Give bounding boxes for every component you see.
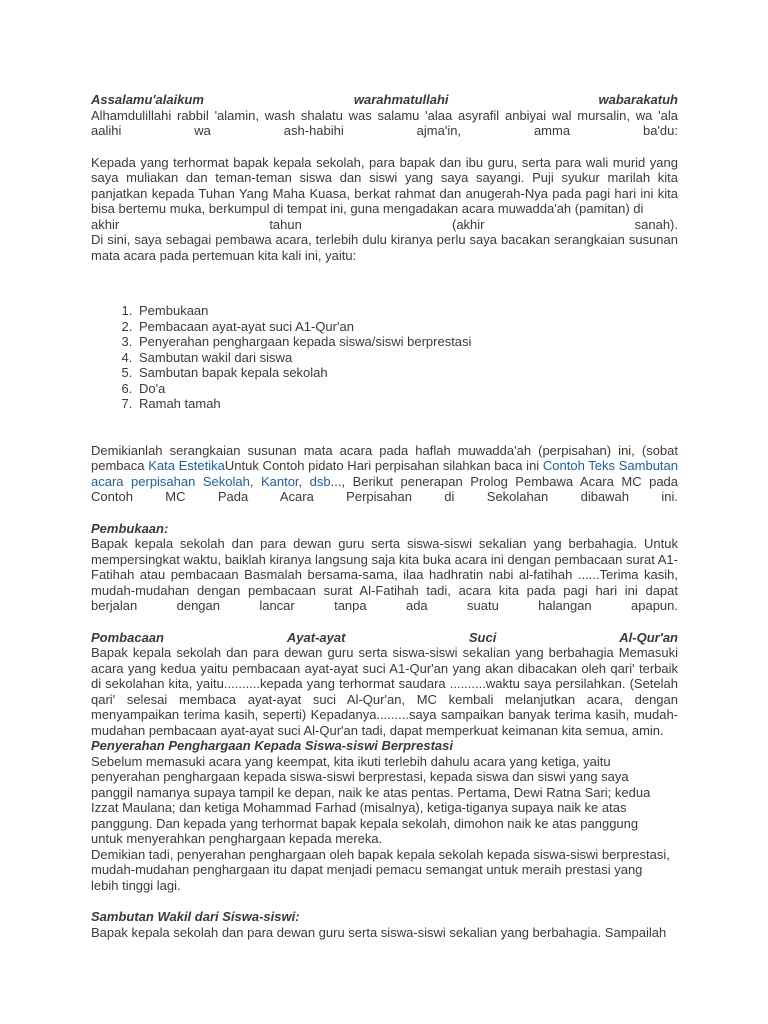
penyerahan-line: Demikian tadi, penyerahan penghargaan oleh bapak kepala sekolah kepada siswa-siswi berprestasi, bbox=[91, 846, 670, 862]
document-content bbox=[91, 92, 678, 940]
section-title-pembukaan: Pembukaan: bbox=[91, 520, 169, 536]
greeting-middle: warahmatullahi bbox=[353, 92, 449, 107]
agenda-item: 5. Sambutan bapak kepala sekolah bbox=[136, 365, 678, 381]
section-body-sambutan: Bapak kepala sekolah dan para dewan guru serta siswa-siswi sekalian yang berbahagia. Sampailah bbox=[91, 924, 667, 940]
intro-tail: akhir tahun (akhir sanah). bbox=[91, 216, 678, 232]
link-contoh-teks-sambutan[interactable]: Contoh Teks Sambutan acara perpisahan Sekolah, Kantor, dsb bbox=[91, 458, 678, 489]
agenda-item: 3. Penyerahan penghargaan kepada siswa/siswi berprestasi bbox=[136, 334, 678, 350]
penyerahan-line: Izzat Maulana; dan ketiga Mohammad Farhad (misalnya), ketiga-tiganya supaya naik ke atas bbox=[91, 800, 627, 815]
penyerahan-line: mudah-mudahan penghargaan itu dapat menjadi pemacu semangat untuk meraih prestasi yang bbox=[91, 862, 643, 877]
agenda-item: 4. Sambutan wakil dari siswa bbox=[136, 350, 678, 366]
pembacaan-title-word: Pombacaan bbox=[91, 629, 164, 645]
link-kata-estetika[interactable]: Kata Estetika bbox=[148, 458, 225, 473]
closing-text-1: Demikianlah serangkaian susunan mata acara pada haflah muwadda'ah (perpisahan) ini, (sobat pembaca bbox=[91, 442, 678, 473]
closing-text-2: Untuk Contoh pidato Hari perpisahan silahkan baca ini bbox=[224, 458, 543, 473]
section-title-sambutan: Sambutan Wakil dari Siswa-siswi: bbox=[91, 909, 300, 924]
agenda-item: 7. Ramah tamah bbox=[136, 396, 678, 412]
opening-line-1: Alhamdulillahi rabbil 'alamin, wash shalatu was salamu 'alaa asyrafil anbiyai wal mursalin, wa 'ala bbox=[91, 107, 678, 123]
penyerahan-line: untuk menyerahkan penghargaan kepada mereka. bbox=[91, 831, 383, 846]
section-title-pembacaan bbox=[91, 630, 678, 646]
section-body-pembukaan: Bapak kepala sekolah dan para dewan guru serta siswa-siswi sekalian yang berbahagia. Untuk mempersingkat waktu, baiklah kiranya langsung saja kita buka acara ini dengan pembacaan surat A1-Fatihah atau pembacaan Basmalah bersama-sama, ilaa hadhratin nabi al-fatihah ......Terima kasih, mudah-mudahan dengan pembacaan surat Al-Fatihah tadi, acara kita pada pagi hari ini dapat berjalan dengan lancar tanpa ada suatu halangan apapun. bbox=[91, 536, 678, 613]
agenda-item: 2. Pembacaan ayat-ayat suci A1-Qur'an bbox=[136, 319, 678, 335]
penyerahan-line: lebih tinggi lagi. bbox=[91, 877, 181, 893]
penyerahan-line: panggung. Dan kepada yang terhormat bapak kepala sekolah, dimohon naik ke atas panggung bbox=[91, 815, 639, 831]
penyerahan-line: Sebelum memasuki acara yang keempat, kita ikuti terlebih dahulu acara yang ketiga, yaitu bbox=[91, 753, 611, 769]
agenda-list bbox=[91, 303, 678, 412]
intro-paragraph-2: Di sini, saya sebagai pembawa acara, terlebih dulu kiranya perlu saya bacakan serangkaian susunan mata acara pada pertemuan kita kali ini, yaitu: bbox=[91, 232, 678, 263]
section-body-pembacaan: Bapak kepala sekolah dan para dewan guru serta siswa-siswi sekalian yang berbahagia Memasuki acara yang kedua yaitu pembacaan ayat-ayat suci A1-Qur'an yang akan dibacakan oleh qari' terbaik di sekolahan kita, yaitu..........kepada yang terhormat saudara ..........waktu saya persilahkan. (Setelah qari' selesai membaca ayat-ayat suci Al-Qur'an, MC kembali melanjutkan acara, dengan menyampaikan terima kasih, seperti) Kepadanya.........saya sampaikan banyak terima kasih, mudah-mudahan pembacaan ayat-ayat suci Al-Qur'an tadi, dapat memperkuat keimanan kita semua, amin. bbox=[91, 645, 678, 738]
agenda-item: 6. Do'a bbox=[136, 381, 678, 397]
pembacaan-title-word: Al-Qur'an bbox=[619, 629, 678, 645]
opening-line-2: aalihi wa ash-habihi ajma'in, amma ba'du: bbox=[91, 123, 678, 138]
closing-text-3: ..., Berikut penerapan Prolog Pembawa Acara MC pada Contoh MC Pada Acara Perpisahan di Sekolahan dibawah ini. bbox=[91, 473, 679, 504]
penyerahan-line: penyerahan penghargaan kepada siswa-siswi berprestasi, kepada siswa dan siswi yang saya bbox=[91, 769, 629, 784]
pembacaan-title-text bbox=[91, 630, 678, 645]
closing-paragraph bbox=[91, 443, 678, 505]
pembacaan-title-word: Ayat-ayat bbox=[286, 629, 346, 645]
agenda-item: 1. Pembukaan bbox=[136, 303, 678, 319]
section-title-penyerahan: Penyerahan Penghargaan Kepada Siswa-siswi Berprestasi bbox=[91, 738, 453, 753]
pembacaan-title-word: Suci bbox=[468, 629, 497, 645]
greeting-left: Assalamu'alaikum bbox=[91, 92, 204, 107]
intro-paragraph: Kepada yang terhormat bapak kepala sekolah, para bapak dan ibu guru, serta para wali murid yang saya muliakan dan teman-teman siswa dan siswi yang saya sayangi. Puji syukur marilah kita panjatkan kepada Tuhan Yang Maha Kuasa, berkat rahmat dan anugerah-Nya pada pagi hari ini kita bisa bertemu muka, berkumpul di tempat ini, guna mengadakan acara muwadda'ah (pamitan) di bbox=[91, 154, 678, 216]
penyerahan-line: panggil namanya supaya tampil ke depan, naik ke atas pentas. Pertama, Dewi Ratna Sari; kedua bbox=[91, 784, 651, 800]
greeting-line bbox=[91, 92, 678, 108]
greeting-right: wabarakatuh bbox=[598, 92, 678, 107]
